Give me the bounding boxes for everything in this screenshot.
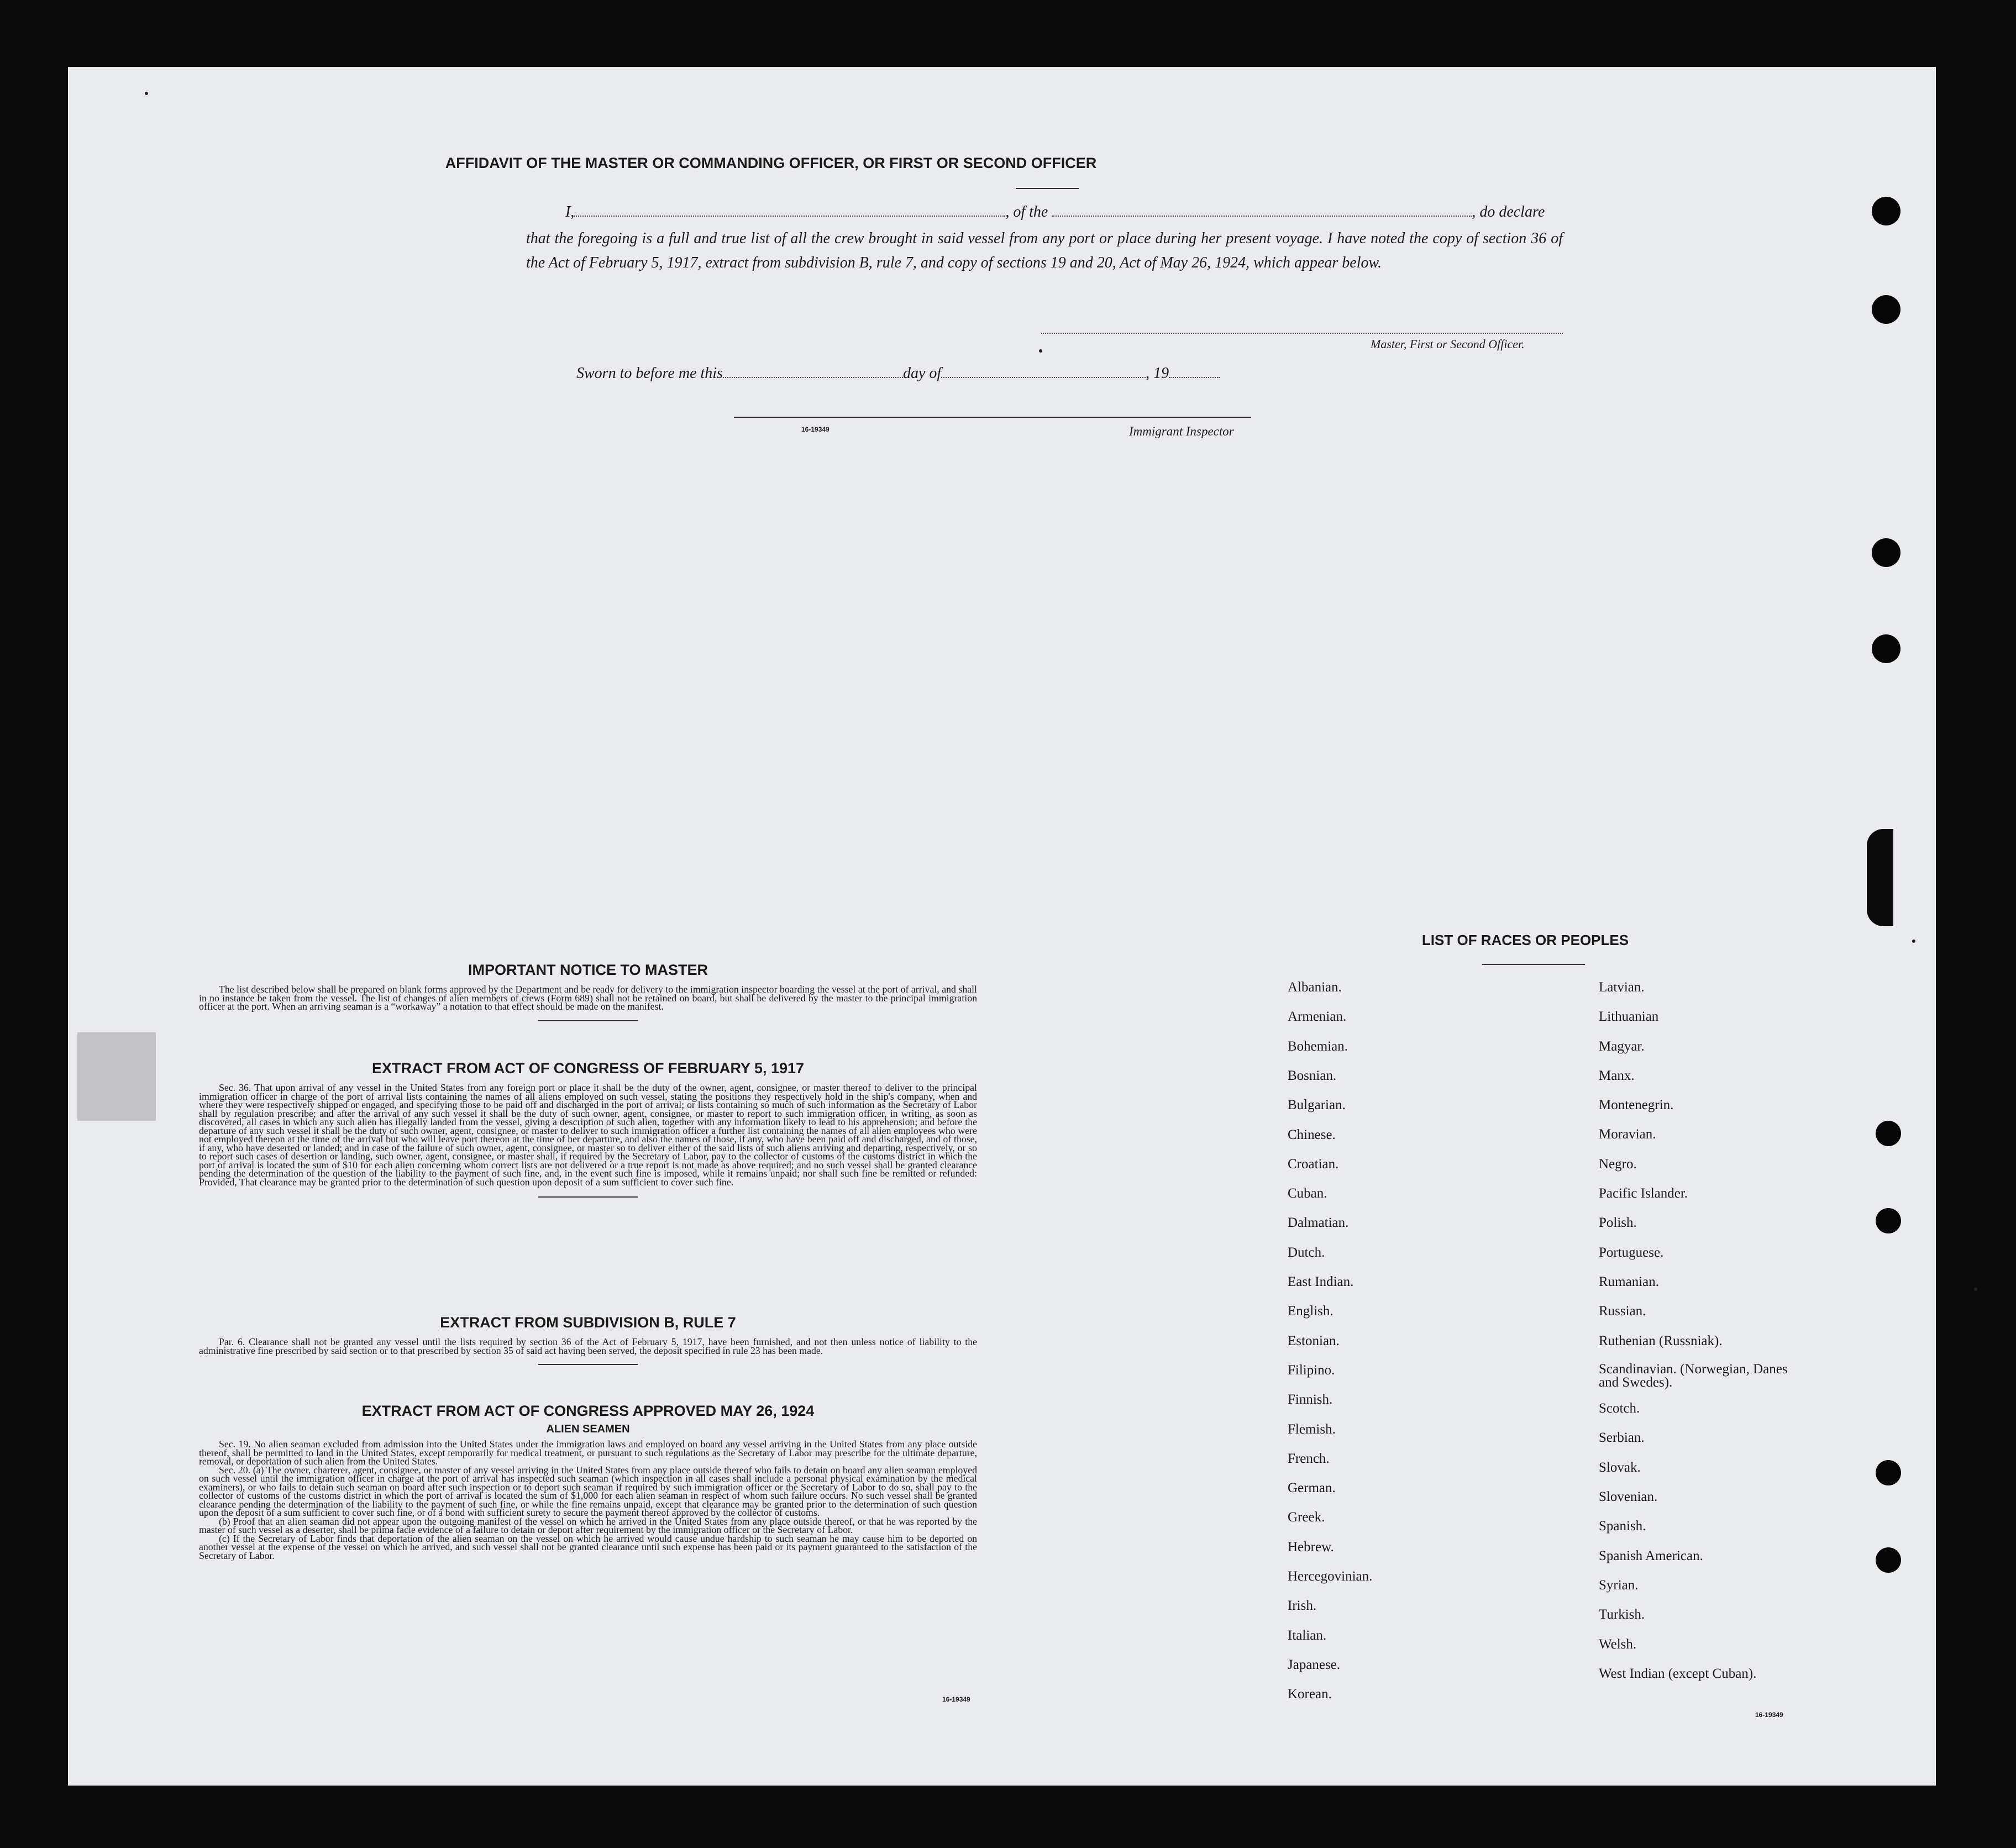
year-label: , 19 [1146,365,1169,382]
race-item: Finnish. [1288,1392,1333,1407]
punch-hole [1872,538,1901,567]
race-item: Hebrew. [1288,1540,1334,1555]
race-item: Russian. [1599,1304,1646,1319]
race-item: Slovak. [1599,1460,1641,1475]
tape-mark [77,1032,156,1121]
sworn-prefix: Sworn to before me this [576,365,723,382]
punch-hole [1876,1460,1901,1485]
race-item: Syrian. [1599,1578,1639,1593]
race-item: Lithuanian [1599,1009,1659,1024]
section-divider [538,1196,638,1198]
vessel-blank [1052,216,1472,217]
signature-label: Master, First or Second Officer. [1371,337,1525,351]
name-blank [574,216,1005,217]
punch-hole [1872,295,1901,324]
extract-1917-title: EXTRACT FROM ACT OF CONGRESS OF FEBRUARY 5, 1917 [371,1060,805,1077]
race-item: Portuguese. [1599,1245,1664,1260]
notice-title: IMPORTANT NOTICE TO MASTER [468,962,708,978]
race-item: Welsh. [1599,1637,1637,1652]
race-item: Montenegrin. [1599,1098,1674,1112]
inspector-label: Immigrant Inspector [1129,424,1234,438]
affidavit-title: AFFIDAVIT OF THE MASTER OR COMMANDING OFFICER, OR FIRST OR SECOND OFFICER [445,155,1097,171]
race-item: Bohemian. [1288,1039,1348,1054]
race-item: Manx. [1599,1068,1635,1083]
form-number: 16-19349 [942,1695,970,1703]
title-underline [1016,188,1079,189]
race-item: Scandinavian. (Norwegian, Danes and Swedes). [1599,1362,1788,1390]
race-item: Slovenian. [1599,1489,1658,1504]
race-item: Negro. [1599,1157,1637,1172]
race-item: West Indian (except Cuban). [1599,1666,1757,1681]
race-item: Polish. [1599,1215,1637,1230]
extract-rule7-title: EXTRACT FROM SUBDIVISION B, RULE 7 [440,1314,736,1331]
race-item: Hercegovinian. [1288,1569,1373,1584]
race-item: Filipino. [1288,1363,1335,1378]
punch-hole [1872,634,1901,663]
race-item: Flemish. [1288,1422,1336,1437]
notice-text [199,985,977,1011]
punch-hole [1876,1547,1901,1573]
affidavit-body: that the foregoing is a full and true list of all the crew brought in said vessel from any port or place during her present voyage. I have noted the copy of section 36 of the Act of February 5, 1917, extract from subdivision B, rule 7, and copy of sections 19 and 20, Act of May 26, 1924, which appear below. [526,230,1563,271]
race-item: Greek. [1288,1510,1325,1525]
declarant-prefix: I, [565,203,575,221]
race-item: Dutch. [1288,1245,1325,1260]
race-item: Spanish American. [1599,1548,1703,1563]
race-item: Moravian. [1599,1127,1656,1142]
extract-rule7-text [199,1338,977,1355]
race-item: Pacific Islander. [1599,1186,1688,1201]
extract-rule7-section [199,1314,977,1365]
year-blank [1169,377,1220,378]
speck [1039,349,1042,353]
race-item: Dalmatian. [1288,1215,1349,1230]
races-title-underline [1482,964,1585,965]
race-item: Scotch. [1599,1401,1640,1416]
race-item: Ruthenian (Russniak). [1599,1334,1723,1348]
form-number: 16-19349 [801,426,830,433]
speck [145,92,148,95]
race-item: Bulgarian. [1288,1098,1346,1112]
race-item: English. [1288,1304,1334,1319]
declarant-line [565,203,1560,221]
sec-20c-paragraph: (c) If the Secretary of Labor finds that deportation of the alien seaman on the vessel on which he arrived would cause undue hardship to such seaman he may cause him to be deported on another vessel at the expense of the vessel on which he arrived, and such vessel shall not be granted clearance until such expense has been paid or its payment guaranteed to the satisfaction of the Secretary of Labor. [199,1532,977,1561]
punch-hole [1876,1121,1901,1146]
page-tear [1867,829,1893,926]
race-item: French. [1288,1451,1330,1466]
of-the-label: , of the [1005,203,1048,221]
race-item: Korean. [1288,1687,1332,1702]
races-title: LIST OF RACES OR PEOPLES [1421,932,1629,948]
race-item: Bosnian. [1288,1068,1337,1083]
race-item: Magyar. [1599,1039,1645,1054]
par-6-paragraph: Par. 6. Clearance shall not be granted any vessel until the lists required by section 36 of the Act of February 5, 1917, have been furnished, and not then unless notice of liability to the administrative fine prescribed by said section or to that prescribed by section 35 of said act having been served, the deposit specified in rule 23 has been made. [199,1336,977,1356]
race-item: Armenian. [1288,1009,1347,1024]
alien-seamen-subtitle: ALIEN SEAMEN [546,1423,630,1435]
month-blank [941,377,1146,378]
section-36-paragraph: Sec. 36. That upon arrival of any vessel in the United States from any foreign port or place it shall be the duty of the owner, agent, consignee, or master thereof to deliver to the principal immigration officer in charge of the port of arrival lists containing the names of all aliens employed on such vessel, stating the positions they respectively hold in the ship's company, when and where they were respectively shipped or engaged, and specifying those to be paid off and discharged in the port of arrival; or lists containing so much of such information as the Secretary of Labor shall by regulation prescribe; and after the arrival of any such vessel it shall be the duty of such owner, agent, consignee, or master to report to such immigration officer, in writing, as soon as discovered, all cases in which any such alien has illegally landed from the vessel, giving a description of such alien, together with any information likely to lead to his apprehension; and before the departure of any such vessel it shall be the duty of such owner, agent, consignee, or master to deliver to such immigration officer a further list containing the names of all alien employees who were not employed thereon at the time of the arrival but who will leave port thereon at the time of her departure, and also the names of those, if any, who have been paid off and discharged, and of those, if any, who have deserted or landed; and in case of the failure of such owner, agent, consignee, or master so to deliver either of the said lists of such aliens arriving and departing, respectively, or so to report such cases of desertion or landing, such owner, agent, consignee, or master shall, if required by the Secretary of Labor, pay to the collector of customs of the customs district in which the port of arrival is located the sum of $10 for each alien concerning whom correct lists are not delivered or a true report is not made as above required; and no such vessel shall be granted clearance pending the determination of the question of the liability to the payment of such fine, and, in the event such fine is imposed, while it remains unpaid; nor shall such fine be remitted or refunded: Provided, That clearance may be granted prior to the determination of such question upon deposit of a sum sufficient to cover such fine. [199,1082,977,1188]
speck [1974,1288,1977,1291]
sworn-line [576,365,1220,382]
notice-paragraph: The list described below shall be prepared on blank forms approved by the Department and be ready for delivery to the immigration inspector boarding the vessel at the port of arrival, and shall in no instance be taken from the vessel. The list of changes of alien members of crews (Form 689) shall not be retained on board, but shall be delivered by the master to the principal immigration officer at the port. When an arriving seaman is a “workaway” a notation to that effect should be made on the manifest. [199,984,977,1012]
race-item: Chinese. [1288,1127,1336,1142]
extract-1924-text [199,1440,977,1560]
extract-1924-section [199,1403,977,1560]
day-blank [723,377,903,378]
race-item: Estonian. [1288,1334,1340,1348]
extract-1917-text [199,1084,977,1186]
sec-20a-paragraph: Sec. 20. (a) The owner, charterer, agent, consignee, or master of any vessel arriving in the United States from any place outside thereof who fails to detain on board any alien seaman employed on such vessel until the immigration officer in charge at the port of arrival has inspected such seaman (which inspection in all cases shall include a personal physical examination by the medical examiners), or who fails to detain such seaman on board after such inspection or to deport such seaman if required by such immigration officer or the Secretary of Labor to do so, shall pay to the collector of customs of the customs district in which the port of arrival is located the sum of $1,000 for each alien seaman in respect of whom such failure occurs. No such vessel shall be granted clearance pending the determination of the liability to the payment of such fine, or while the fine remains unpaid, except that clearance may be granted prior to the determination of such question upon the deposit of a sum sufficient to cover such fine, or of a bond with sufficient surety to secure the payment thereof approved by the collector of customs. [199,1464,977,1518]
race-item: Irish. [1288,1598,1317,1613]
form-number: 16-19349 [1755,1711,1783,1719]
sec-19-paragraph: Sec. 19. No alien seaman excluded from admission into the United States under the immigration laws and employed on board any vessel arriving in the United States from any place outside thereof, shall be permitted to land in the United States, except temporarily for medical treatment, or pursuant to such regulations as the Secretary of Labor may prescribe for the ultimate departure, removal, or deportation of such alien from the United States. [199,1439,977,1467]
race-item: Albanian. [1288,980,1342,995]
punch-hole [1876,1208,1901,1233]
race-item: Turkish. [1599,1607,1645,1622]
extract-1924-title: EXTRACT FROM ACT OF CONGRESS APPROVED MAY 26, 1924 [361,1403,815,1419]
race-item: Japanese. [1288,1657,1341,1672]
race-item: Serbian. [1599,1430,1645,1445]
race-item: German. [1288,1481,1336,1495]
race-item: Italian. [1288,1628,1327,1643]
notice-section [199,962,977,1021]
section-divider [538,1020,638,1021]
race-item: Latvian. [1599,980,1645,995]
race-item: Spanish. [1599,1519,1646,1534]
section-divider [538,1364,638,1365]
inspector-line [734,417,1251,418]
day-of-label: day of [902,365,942,382]
race-item: Cuban. [1288,1186,1327,1201]
race-item: East Indian. [1288,1274,1354,1289]
race-item: Rumanian. [1599,1274,1660,1289]
extract-1917-section [199,1060,977,1198]
race-item: Croatian. [1288,1157,1339,1172]
do-declare-label: , do declare [1472,203,1545,221]
speck [1912,939,1915,943]
sec-20b-paragraph: (b) Proof that an alien seaman did not appear upon the outgoing manifest of the vessel on which he arrived in the United States from any place outside thereof, or that he was reported by the master of such vessel as a deserter, shall be prima facie evidence of a failure to detain or deport after requirement by the immigration officer or the Secretary of Labor. [199,1515,977,1535]
signature-line [1041,333,1563,334]
punch-hole [1872,197,1901,225]
